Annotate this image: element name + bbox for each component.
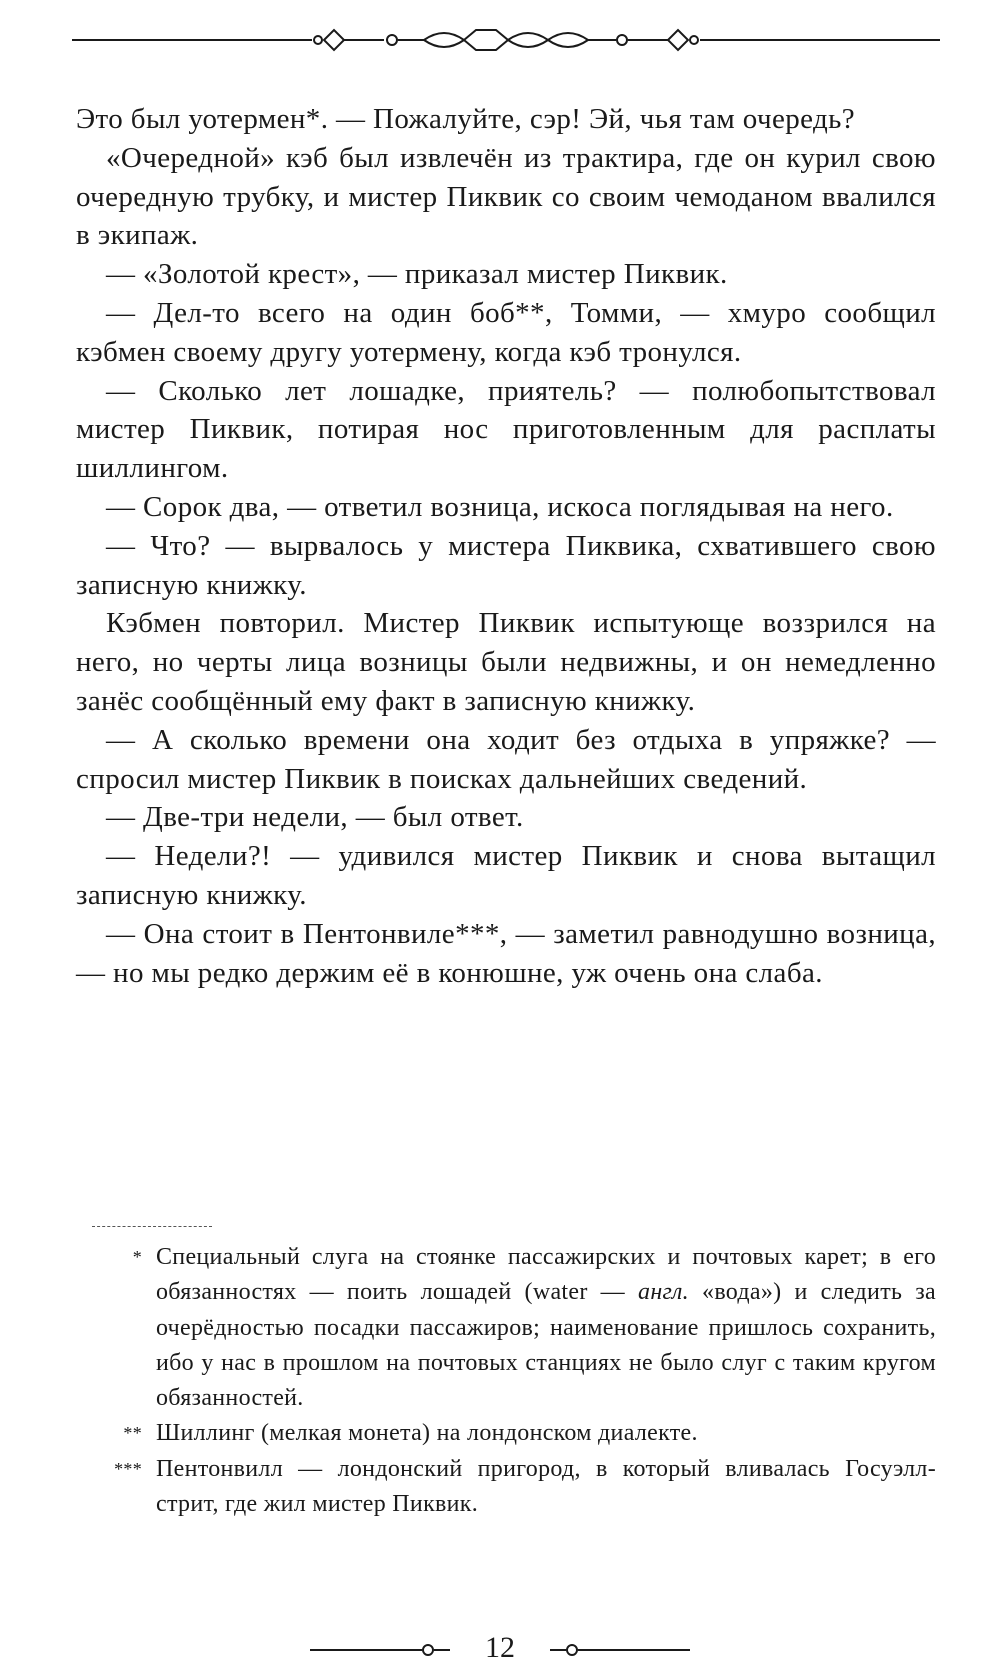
paragraph: — Сорок два, — ответил возница, искоса поглядывая на него. — [106, 490, 894, 523]
footnote-text: Шиллинг (мелкая монета) на лондонском диалекте. — [156, 1420, 698, 1447]
body-text — [76, 100, 936, 992]
paragraph: «Очередной» кэб был извлечён из трактира, где он курил свою очередную трубку, и мистер Пиквик со своим чемоданом ввалился в экипаж. — [76, 141, 936, 252]
footnote-mark: * — [132, 1247, 142, 1267]
footnote-text: Специальный слуга на стоянке пассажирских и почтовых карет; в его обязанностях — поить лошадей (water — англ. «вода») и следить за очерёдностью посадки пассажиров; наименование пришлось сохранить, ибо у нас в прошлом на почтовых станциях не было слуг с таким кругом обязанностей. — [156, 1244, 937, 1412]
paragraph: — Что? — вырвалось у мистера Пиквика, схватившего свою записную книжку. — [76, 529, 936, 601]
footnote-mark: ** — [123, 1423, 142, 1444]
paragraph: — Две-три недели, — был ответ. — [106, 801, 524, 834]
footnotes — [76, 1240, 936, 1522]
paragraph: — «Золотой крест», — приказал мистер Пиквик. — [106, 258, 728, 291]
footnote-text: Пентонвилл — лондонский пригород, в который вливалась Госуэлл-стрит, где жил мистер Пиквик. — [156, 1455, 936, 1518]
page-number: 12 — [485, 1631, 515, 1664]
paragraph: — Она стоит в Пентонвиле***, — заметил равнодушно возница, — но мы редко держим её в конюшне, уж очень она слаба. — [76, 917, 936, 989]
footnote-separator — [92, 1226, 212, 1227]
paragraph: — Недели?! — удивился мистер Пиквик и снова вытащил записную книжку. — [76, 840, 936, 911]
footnote — [76, 1240, 936, 1416]
paragraph: — Дел-то всего на один боб**, Томми, — хмуро сообщил кэбмен своему другу уотермену, когда кэб тронулся. — [76, 296, 936, 368]
header-ornament — [72, 18, 940, 58]
paragraph: Кэбмен повторил. Мистер Пиквик испытующе воззрился на него, но черты лица возницы были недвижны, и он немедленно занёс сообщённый ему факт в записную книжку. — [76, 607, 936, 717]
paragraph: — А сколько времени она ходит без отдыха в упряжке? — спросил мистер Пиквик в поисках дальнейших сведений. — [76, 723, 936, 795]
footnote — [76, 1452, 936, 1523]
paragraph: — Сколько лет лошадке, приятель? — полюбопытствовал мистер Пиквик, потирая нос приготовленным для расплаты шиллингом. — [76, 374, 936, 485]
footnote — [76, 1416, 936, 1451]
footnote-mark: *** — [114, 1458, 142, 1479]
paragraph: Это был уотермен*. — Пожалуйте, сэр! Эй, чья там очередь? — [76, 103, 856, 135]
